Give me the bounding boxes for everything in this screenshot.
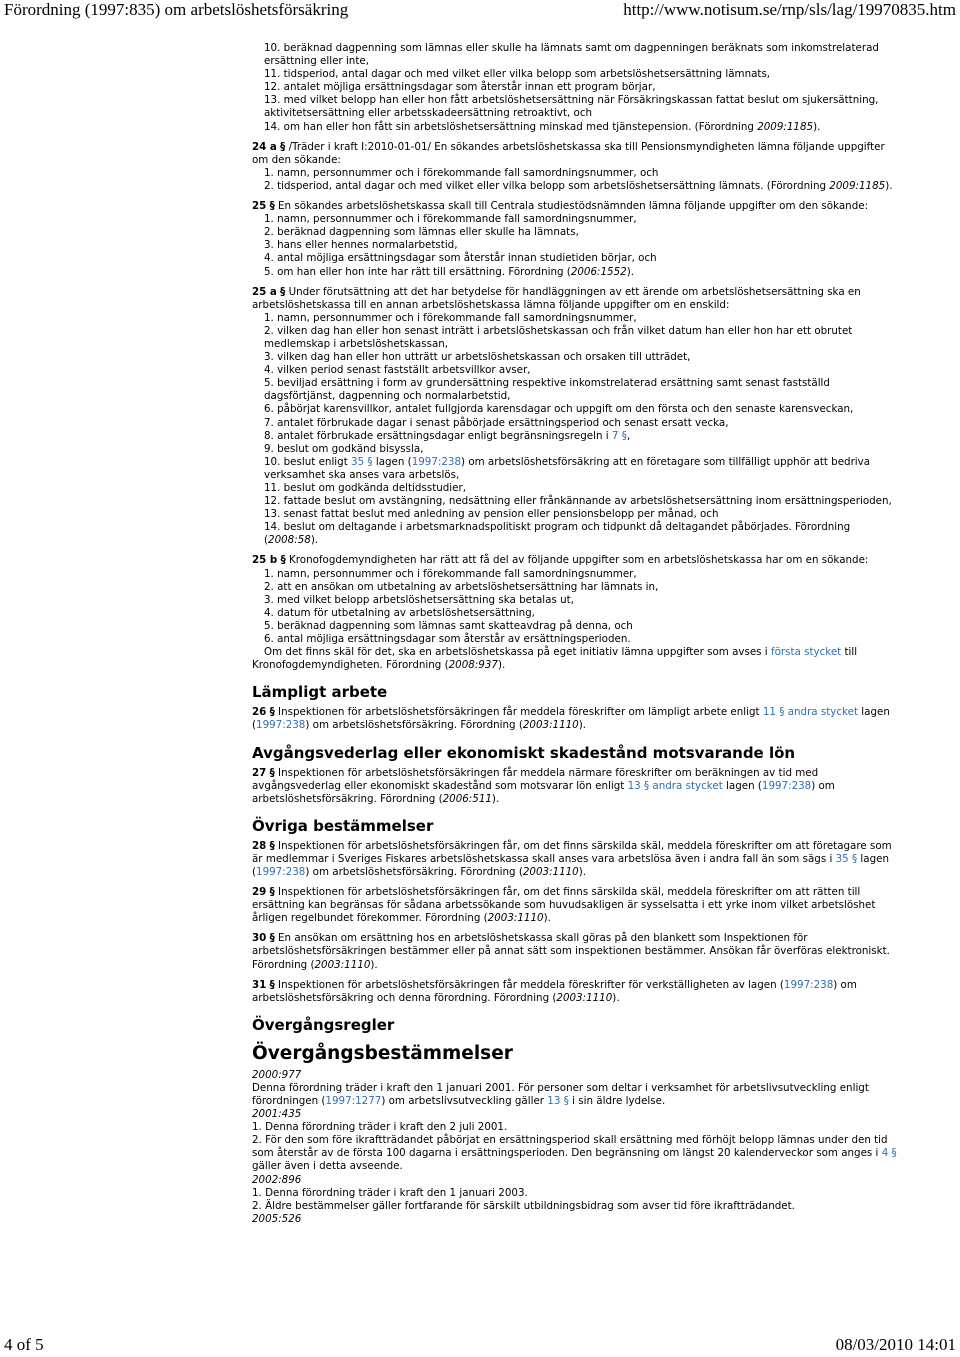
section-30 [252, 932, 900, 971]
list-item: 14. om han eller hon fått sin arbetslöshetsersättning minskad med tjänstepension. (Förordning 2009:1185). [264, 120, 821, 133]
paragraph-sign-icon: § [269, 200, 275, 213]
amendment-ref: 2003:1110 [314, 958, 371, 971]
section-link[interactable]: 7 [611, 429, 619, 442]
section-25a [252, 286, 900, 548]
list-item: 1. Denna förordning träder i kraft den 2 juli 2001. [252, 1121, 508, 1134]
amendment-ref: 2008:937 [448, 659, 498, 672]
section-number: 24 a [252, 140, 277, 153]
list-item: 9. beslut om godkänd bisyssla, [264, 442, 424, 455]
paragraph-sign-icon: § [563, 1095, 569, 1107]
law-link[interactable]: 1997:238 [256, 865, 306, 878]
list-item: 11. beslut om godkända deltidsstudier, [264, 482, 466, 494]
amendment-ref: 2001:435 [252, 1108, 302, 1121]
list-item: 2. att en ansökan om utbetalning av arbetslöshetsersättning har lämnats in, [264, 580, 659, 593]
section-number: 28 [252, 839, 267, 852]
paragraph-sign-icon: § [269, 932, 275, 945]
section-31 [252, 979, 900, 1005]
section-link[interactable]: 4 [881, 1147, 889, 1160]
section-25 [252, 200, 900, 279]
amendment-ref: 2002:896 [252, 1173, 302, 1186]
section-number: 25 [252, 200, 267, 213]
section-link[interactable]: 35 [351, 455, 365, 468]
transition-text: Denna förordning träder i kraft den 1 januari 2001. För personer som deltar i verksamhet för arbetslivsutveckling enligt förordningen (1997:1277) om arbetslivsutveckling gäller 13 § i sin äldre lydelse. [252, 1081, 869, 1107]
list-item: 2. Äldre bestämmelser gäller fortfarande för särskilt utbildningsbidrag som avser tid före ikraftträdandet. [252, 1199, 795, 1212]
section-number: 29 [252, 886, 267, 899]
paragraph-sign-icon: § [367, 455, 373, 468]
document-url: http://www.notisum.se/rnp/sls/lag/19970835.htm [623, 0, 956, 19]
paragraph-sign-icon: § [621, 429, 627, 442]
paragraph-link[interactable]: första stycket [770, 646, 842, 659]
section-number: 25 a [252, 285, 277, 298]
law-link[interactable]: 1997:1277 [325, 1095, 382, 1107]
paragraph-sign-icon: § [891, 1147, 897, 1160]
print-datetime: 08/03/2010 14:01 [835, 1335, 956, 1354]
paragraph-sign-icon: § [280, 554, 286, 567]
list-item: 1. Denna förordning träder i kraft den 1 januari 2003. [252, 1186, 528, 1199]
amendment-ref: 2005:526 [252, 1212, 302, 1225]
amendment-ref: 2008:58 [268, 534, 311, 547]
section-intro: 24 a § /Träder i kraft I:2010-01-01/ En sökandes arbetslöshetskassa ska till Pensionsmyndigheten lämna följande uppgifter om den sökande: [252, 140, 885, 166]
section-paragraph: 29 § Inspektionen för arbetslöshetsförsäkringen får, om det finns särskilda skäl, meddela föreskrifter om att rätten till ersättning kan begränsas för sådana arbetssökande som huvudsakligen är sysselsatta i ett yrke inom vilket arbetslöshet årligen regelbundet förekommer. Förordning (2003:1110). [252, 886, 876, 925]
amendment-ref: 2006:1552 [570, 265, 627, 278]
paragraph-sign-icon: § [280, 140, 286, 153]
list-item: 11. tidsperiod, antal dagar och med vilket eller vilka belopp som arbetslöshetsersättning lämnats, [264, 68, 771, 81]
paragraph-sign-icon: § [269, 839, 275, 852]
heading-lampligt-arbete: Lämpligt arbete [252, 683, 388, 702]
law-link[interactable]: 1997:238 [256, 719, 306, 732]
section-number: 25 b [252, 554, 278, 567]
paragraph-sign-icon: § [269, 766, 275, 779]
list-item: 4. vilken period senast fastställt arbetsvillkor avser, [264, 364, 531, 377]
list-item: 2. vilken dag han eller hon senast inträtt i arbetslöshetskassan och från vilket datum han eller hon har ett obrutet medlemskap i arbetslöshetskassan, [264, 324, 853, 350]
list-item: 1. namn, personnummer och i förekommande fall samordningsnummer, [264, 567, 637, 580]
list-item: 13. med vilket belopp han eller hon fått arbetslöshetsersättning när Försäkringskassan fattat beslut om sjukersättning, aktivitetsersättning eller arbetsskadeersättning retroaktivt, och [264, 94, 879, 120]
section-paragraph: 26 § Inspektionen för arbetslöshetsförsäkringen får meddela föreskrifter om lämpligt arbete enligt 11 § andra stycket lagen (1997:238) om arbetslöshetsförsäkring. Förordning (2003:1110). [252, 706, 890, 732]
document-title: Förordning (1997:835) om arbetslöshetsförsäkring [4, 0, 349, 19]
list-item: 5. beräknad dagpenning som lämnas samt skatteavdrag på denna, och [264, 619, 633, 632]
section-number: 27 [252, 766, 267, 779]
section-intro: 25 a § Under förutsättning att det har betydelse för handläggningen av ett ärende om arbetslöshetsersättning ska en arbetslöshetskassa till en annan arbetslöshetskassa lämna följande uppgifter om en enskild: [252, 285, 861, 311]
law-link[interactable]: 1997:238 [411, 455, 462, 468]
page-footer [0, 1335, 960, 1357]
heading-ovriga-bestammelser: Övriga bestämmelser [252, 816, 434, 835]
section-intro: 25 § En sökandes arbetslöshetskassa skall till Centrala studiestödsnämnden lämna följande uppgifter om den sökande: [252, 200, 869, 213]
section-number: 26 [252, 706, 267, 719]
amendment-ref: 2003:1110 [487, 912, 544, 925]
list-item: 12. antalet möjliga ersättningsdagar som återstår innan ett program börjar, [264, 81, 656, 94]
law-link[interactable]: 1997:238 [783, 978, 834, 991]
list-item: 3. vilken dag han eller hon utträtt ur arbetslöshetskassan och orsaken till utträdet, [264, 351, 691, 364]
list-item: 6. antal möjliga ersättningsdagar som återstår av ersättningsperioden. [264, 633, 631, 646]
list-item: 1. namn, personnummer och i förekommande fall samordningsnummer, [264, 311, 637, 324]
section-link[interactable]: 13 [547, 1095, 561, 1107]
list-item: 1. namn, personnummer och i förekommande fall samordningsnummer, [264, 213, 637, 226]
page-number: 4 of 5 [4, 1335, 44, 1354]
list-item: 2. tidsperiod, antal dagar och med vilket eller vilka belopp som arbetslöshetsersättning lämnats. (Förordning 2009:1185). [264, 179, 893, 192]
document-body [252, 42, 900, 1226]
section-number: 30 [252, 932, 267, 945]
section-29 [252, 886, 900, 925]
paragraph-sign-icon: § [269, 706, 275, 719]
list-item: 4. antal möjliga ersättningsdagar som återstår innan studietiden börjar, och [264, 252, 657, 265]
list-item: 1. namn, personnummer och i förekommande fall samordningsnummer, och [264, 166, 659, 179]
heading-overgangsregler: Övergångsregler [252, 1015, 395, 1034]
paragraph-sign-icon: § [269, 978, 275, 991]
list-item: 14. beslut om deltagande i arbetsmarknadspolitiskt program och tidpunkt då deltagandet påbörjades. Förordning (2008:58). [264, 521, 851, 547]
transition-2001-435 [252, 1108, 900, 1173]
transition-2000-977 [252, 1069, 900, 1108]
section-paragraph: 27 § Inspektionen för arbetslöshetsförsäkringen får meddela närmare föreskrifter om beräkningen av tid med avgångsvederlag eller ekonomiskt skadestånd som motsvarar lön enligt 13 § andra stycket lagen (1997:238) om arbetslöshetsförsäkring. Förordning (2006:511). [252, 766, 835, 805]
list-item: 2. beräknad dagpenning som lämnas eller skulle ha lämnats, [264, 226, 579, 239]
list-item: 5. beviljad ersättning i form av grundersättning respektive inkomstrelaterad ersättning samt senast fastställd dagsförtjänst, dagpenning och normalarbetstid, [264, 377, 830, 403]
heading-avgangsvederlag: Avgångsvederlag eller ekonomiskt skadestånd motsvarande lön [252, 743, 796, 762]
heading-overgangsbestammelser: Övergångsbestämmelser [252, 1042, 513, 1064]
list-item: 13. senast fattat beslut med anledning av pension eller pensionsbelopp per månad, och [264, 508, 719, 521]
section-number: 31 [252, 978, 267, 991]
amendment-ref: 2000:977 [252, 1068, 302, 1081]
paragraph-sign-icon: § [280, 285, 286, 298]
section-27 [252, 767, 900, 806]
list-item: 10. beslut enligt 35 § lagen (1997:238) om arbetslöshetsförsäkring att en företagare som tillfälligt upphör att bedriva verksamhet ska anses vara arbetslös, [264, 455, 871, 481]
section-24a [252, 141, 900, 193]
amendment-ref: 2009:1185 [757, 120, 814, 133]
list-item: 3. hans eller hennes normalarbetstid, [264, 239, 458, 252]
paragraph-sign-icon: § [851, 852, 858, 865]
section-paragraph: Om det finns skäl för det, ska en arbetslöshetskassa på eget initiativ lämna uppgifter som avses i första stycket till Kronofogdemyndigheten. Förordning (2008:937). [252, 646, 858, 672]
section-paragraph: 28 § Inspektionen för arbetslöshetsförsäkringen får, om det finns särskilda skäl, meddela föreskrifter om att företagare som är medlemmar i Sveriges Fiskares arbetslöshetskassa skall anses vara arbetslösa även i andra fall än som sägs i 35 § lagen (1997:238) om arbetslöshetsförsäkring. Förordning (2003:1110). [252, 839, 892, 878]
section-link[interactable]: 11 § andra stycket [762, 706, 859, 719]
section-link[interactable]: 35 [835, 852, 849, 865]
list-item: 10. beräknad dagpenning som lämnas eller skulle ha lämnats samt om dagpenningen beräknats som inkomstrelaterad ersättning eller inte, [264, 42, 879, 68]
section-paragraph: 31 § Inspektionen för arbetslöshetsförsäkringen får meddela föreskrifter för verkställigheten av lagen (1997:238) om arbetslöshetsförsäkring och denna förordning. Förordning (2003:1110). [252, 978, 857, 1004]
section-28 [252, 840, 900, 879]
section-intro: 25 b § Kronofogdemyndigheten har rätt att få del av följande uppgifter som en arbetslöshetskassa har om en sökande: [252, 554, 869, 567]
law-link[interactable]: 1997:238 [761, 779, 812, 792]
amendment-ref: 2003:1110 [522, 865, 579, 878]
transition-2002-896 [252, 1174, 900, 1213]
list-item: 8. antalet förbrukade ersättningsdagar enligt begränsningsregeln i 7 §, [264, 429, 631, 442]
transition-2005-526 [252, 1213, 900, 1226]
list-item: 5. om han eller hon inte har rätt till ersättning. Förordning (2006:1552). [264, 265, 635, 278]
list-item: 2. För den som före ikraftträdandet påbörjat en ersättningsperiod skall ersättning med förhöjt belopp lämnas under den tid som återstår av de första 100 dagarna i ersättningsperioden. Den begränsning om längst 20 kalenderveckor som anges i 4 § gäller även i detta avseende. [252, 1134, 897, 1173]
section-23-continued [252, 42, 900, 134]
section-paragraph: 30 § En ansökan om ersättning hos en arbetslöshetskassa skall göras på den blankett som Inspektionen för arbetslöshetsförsäkringen bestämmer eller på annat sätt som inspektionen bestämmer. Ansökan får överföras elektroniskt. Förordning (2003:1110). [252, 932, 890, 971]
list-item: 7. antalet förbrukade dagar i senast påbörjade ersättningsperiod och senast ersatt vecka, [264, 416, 729, 429]
list-item: 6. påbörjat karensvillkor, antalet fullgjorda karensdagar och uppgift om den första och den senaste karensveckan, [264, 403, 854, 416]
amendment-ref: 2009:1185 [829, 179, 886, 192]
list-item: 4. datum för utbetalning av arbetslöshetsersättning, [264, 606, 535, 619]
list-item: 12. fattade beslut om avstängning, nedsättning eller frånkännande av arbetslöshetsersättning inom ersättningsperioden, [264, 495, 892, 508]
paragraph-sign-icon: § [269, 886, 275, 899]
section-26 [252, 706, 900, 732]
section-link[interactable]: 13 § andra stycket [627, 779, 723, 792]
amendment-ref: 2003:1110 [556, 991, 613, 1004]
amendment-ref: 2006:511 [442, 792, 492, 805]
amendment-ref: 2003:1110 [522, 719, 579, 732]
list-item: 3. med vilket belopp arbetslöshetsersättning ska betalas ut, [264, 593, 574, 606]
section-25b [252, 554, 900, 672]
page-header [0, 0, 960, 24]
